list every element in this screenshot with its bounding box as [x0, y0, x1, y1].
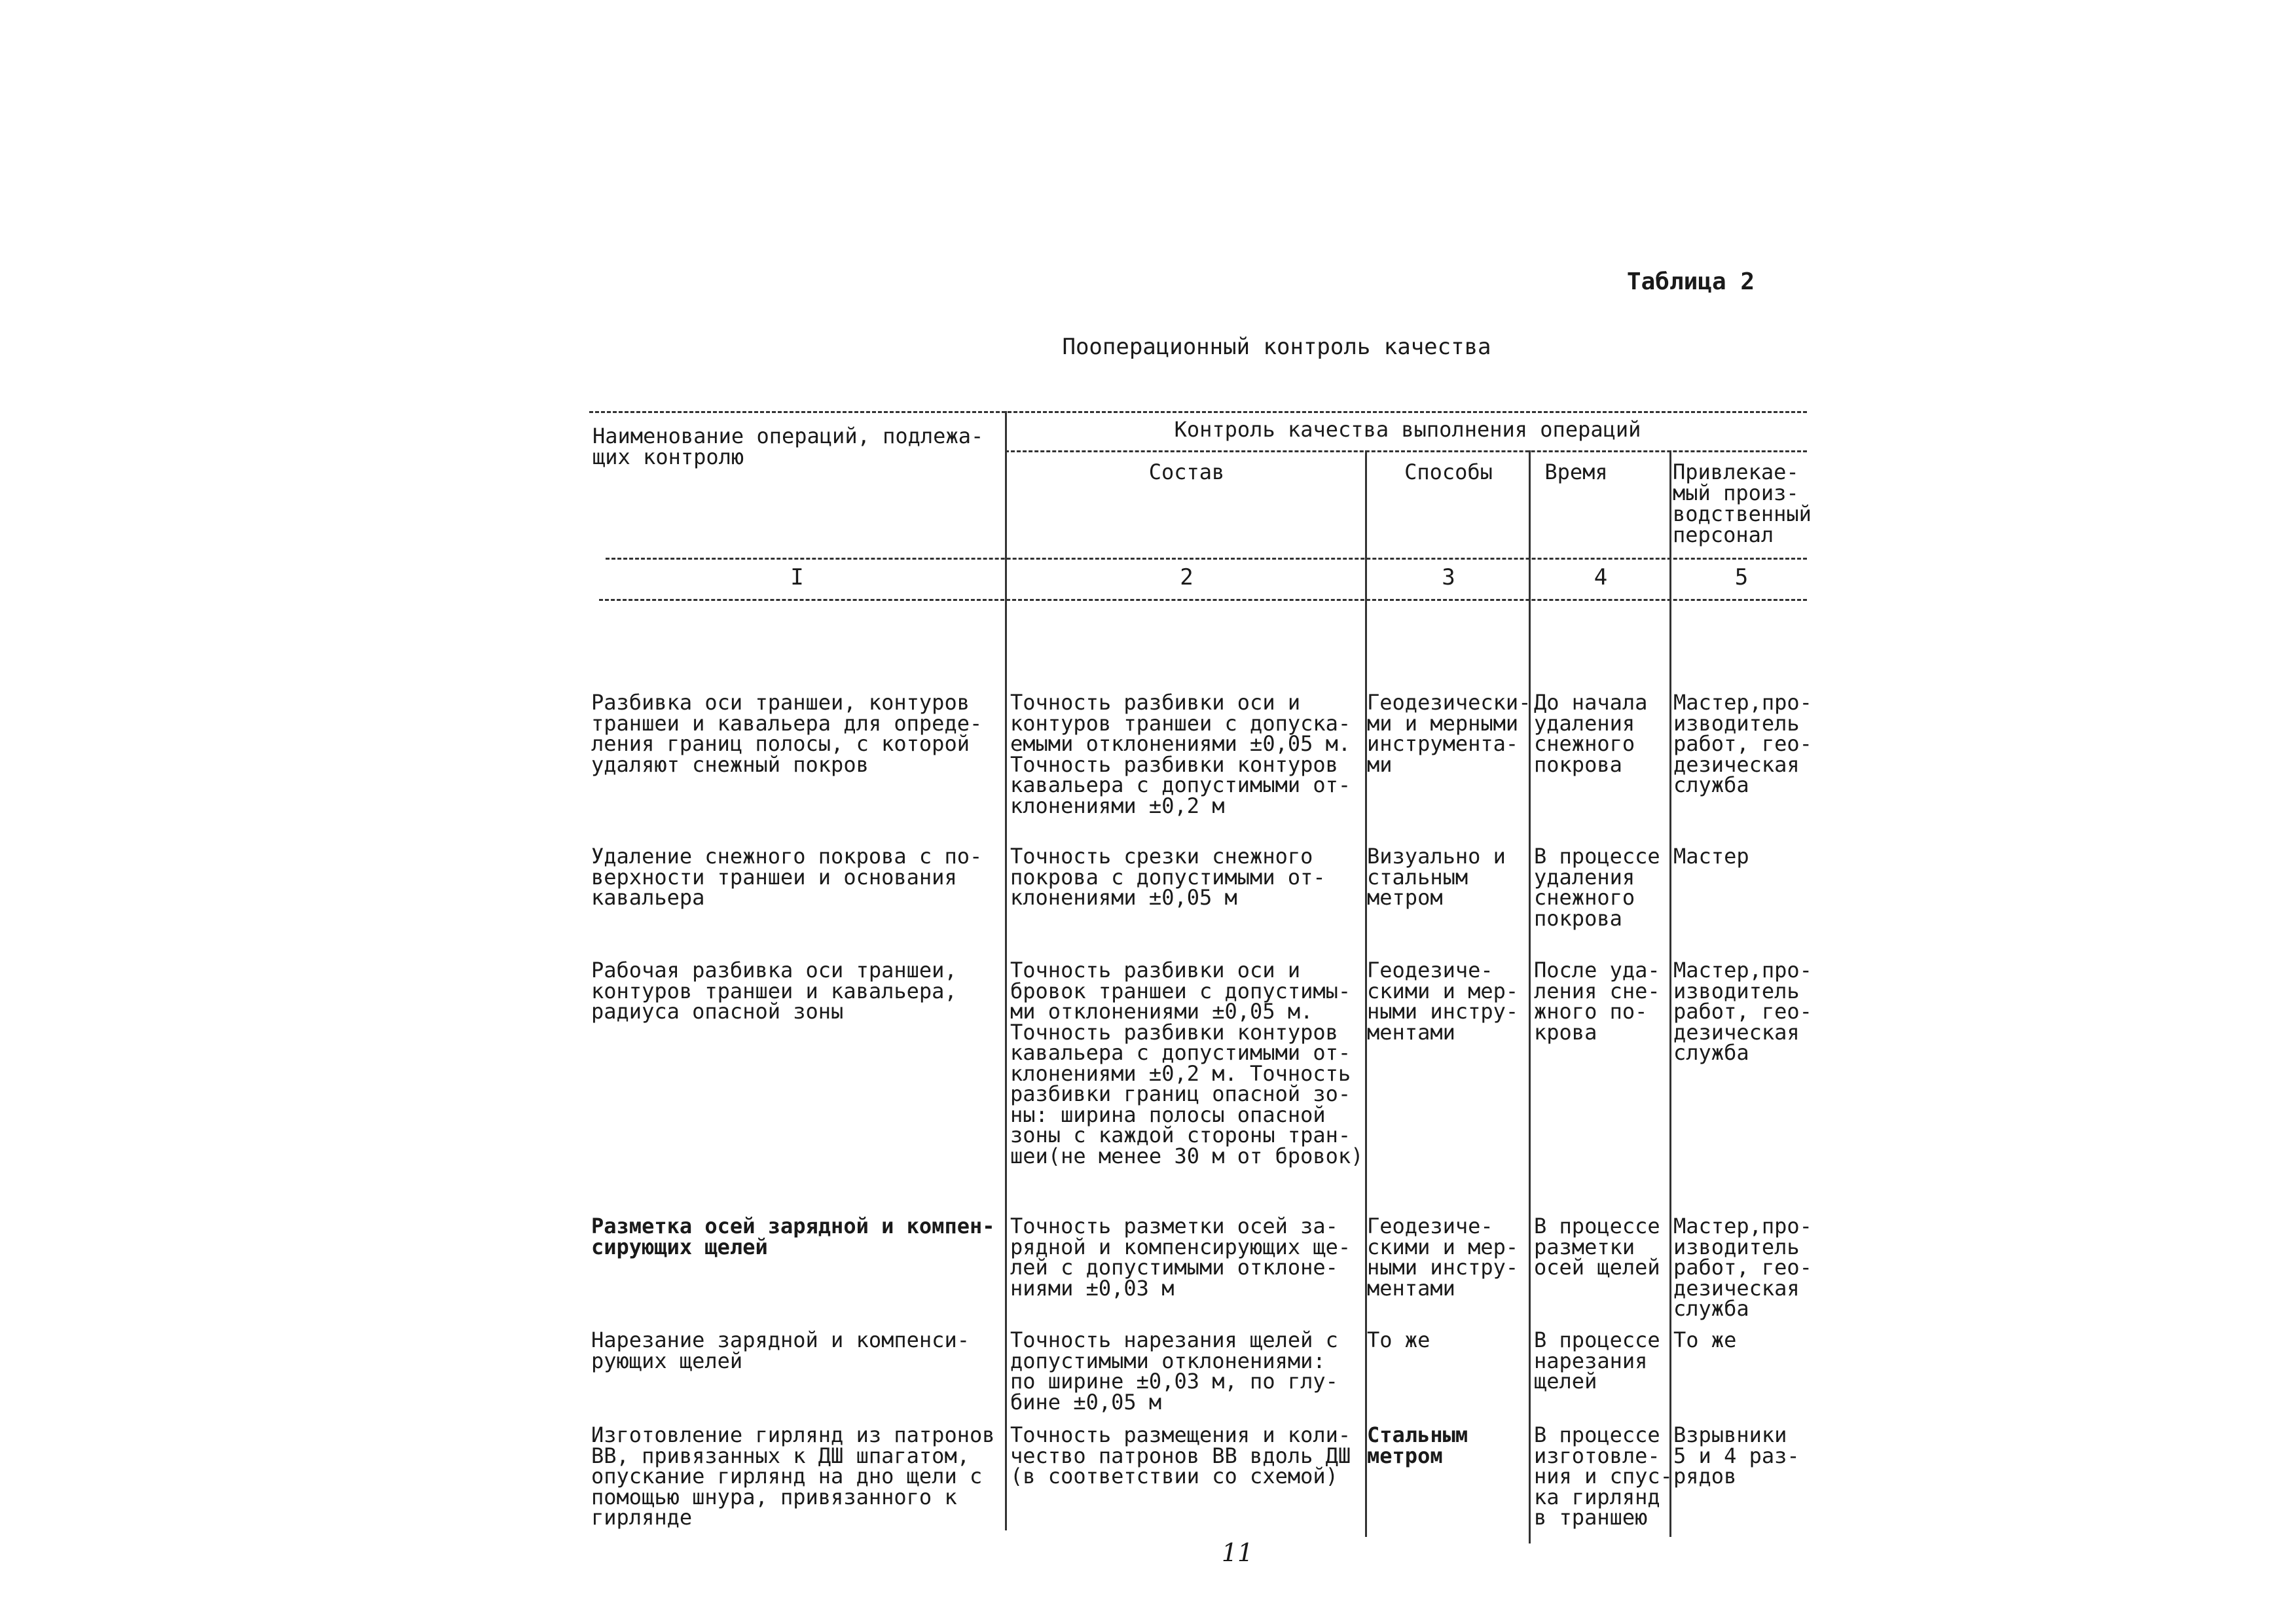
header-bottom-rule	[606, 558, 1807, 560]
operation-cell: Нарезание зарядной и компенси- рующих щелей	[591, 1327, 970, 1373]
header-time: Время	[1544, 460, 1608, 484]
methods-cell: Стальным метром	[1367, 1422, 1468, 1468]
composition-cell: Точность размещения и коли- чество патронов ВВ вдоль ДШ (в соответствии со схемой)	[1010, 1422, 1351, 1489]
time-cell: В процессе изготовле- ния и спус- ка гирлянд в траншею	[1534, 1422, 1673, 1530]
column-number-2: 2	[1180, 564, 1194, 590]
methods-cell: Геодезиче- скими и мер- ными инстру- ментами	[1367, 1214, 1519, 1301]
time-cell: До начала удаления снежного покрова	[1534, 690, 1648, 777]
column-divider-4	[1669, 450, 1671, 1537]
personnel-cell: Мастер,про- изводитель работ, гео- дезическая служба	[1673, 1214, 1812, 1321]
personnel-cell: То же	[1673, 1327, 1737, 1352]
column-number-5: 5	[1734, 564, 1749, 590]
operation-cell: Разметка осей зарядной и компен- сирующих щелей	[591, 1214, 995, 1259]
operation-cell: Удаление снежного покрова с по- верхности траншеи и основания кавальера	[591, 844, 983, 910]
column-divider-3	[1529, 450, 1531, 1543]
operation-cell: Рабочая разбивка оси траншеи, контуров траншеи и кавальера, радиуса опасной зоны	[591, 958, 957, 1024]
column-number-3: 3	[1442, 564, 1455, 590]
composition-cell: Точность разметки осей за- рядной и компенсирующих ще- лей с допустимыми отклоне- ниями ±0,03 м	[1010, 1214, 1351, 1301]
header-operation-name: Наименование операций, подлежа- щих контролю	[592, 424, 984, 469]
table-caption: Пооперационный контроль качества	[1062, 334, 1491, 360]
personnel-cell: Взрывники 5 и 4 раз- рядов	[1673, 1422, 1800, 1489]
column-number-1: I	[790, 564, 804, 590]
header-personnel: Привлекае- мый произ- водственный персонал	[1673, 460, 1812, 547]
composition-cell: Точность срезки снежного покрова с допустимыми от- клонениями ±0,05 м	[1010, 844, 1326, 910]
composition-cell: Точность разбивки оси и контуров траншеи с допуска- емыми отклонениями ±0,05 м. Точность разбивки контуров кавальера с допустимыми от- клонениями ±0,2 м	[1010, 690, 1351, 818]
table-top-rule	[589, 411, 1807, 413]
time-cell: После уда- ления сне- жного по- крова	[1534, 958, 1660, 1045]
header-methods: Способы	[1404, 460, 1493, 484]
time-cell: В процессе нарезания щелей	[1534, 1327, 1660, 1394]
header-composition: Состав	[1148, 460, 1225, 484]
numbers-bottom-rule	[599, 599, 1807, 601]
methods-cell: Геодезически- ми и мерными инструмента- ми	[1367, 690, 1531, 777]
composition-cell: Точность разбивки оси и бровок траншеи с допустимы- ми отклонениями ±0,05 м. Точность разбивки контуров кавальера с допустимыми от- клонениями ±0,2 м. Точность разбивки границ опасной зо- ны: ширина полосы опасной зоны с каждой стороны тран- шеи(не менее 30 м от бровок)	[1010, 958, 1364, 1168]
personnel-cell: Мастер,про- изводитель работ, гео- дезическая служба	[1673, 690, 1812, 797]
column-number-4: 4	[1594, 564, 1608, 590]
column-divider-1	[1005, 411, 1007, 1530]
group-header-rule	[1005, 450, 1807, 452]
time-cell: В процессе разметки осей щелей	[1534, 1214, 1660, 1280]
personnel-cell: Мастер,про- изводитель работ, гео- дезическая служба	[1673, 958, 1812, 1065]
composition-cell: Точность нарезания щелей с допустимыми отклонениями: по ширине ±0,03 м, по глу- бине ±0,05 м	[1010, 1327, 1338, 1415]
table-label: Таблица 2	[1626, 268, 1755, 295]
operation-cell: Изготовление гирлянд из патронов ВВ, привязанных к ДШ шпагатом, опускание гирлянд на дно щели с помощью шнура, привязанного к гирлянде	[591, 1422, 995, 1530]
methods-cell: Геодезиче- скими и мер- ными инстру- ментами	[1367, 958, 1519, 1045]
time-cell: В процессе удаления снежного покрова	[1534, 844, 1660, 931]
page-number: 11	[1221, 1538, 1254, 1567]
methods-cell: То же	[1367, 1327, 1430, 1352]
header-quality-control: Контроль качества выполнения операций	[1174, 417, 1641, 442]
operation-cell: Разбивка оси траншеи, контуров траншеи и кавальера для опреде- ления границ полосы, с которой удаляют снежный покров	[591, 690, 983, 777]
methods-cell: Визуально и стальным метром	[1367, 844, 1506, 910]
personnel-cell: Мастер	[1673, 844, 1749, 869]
